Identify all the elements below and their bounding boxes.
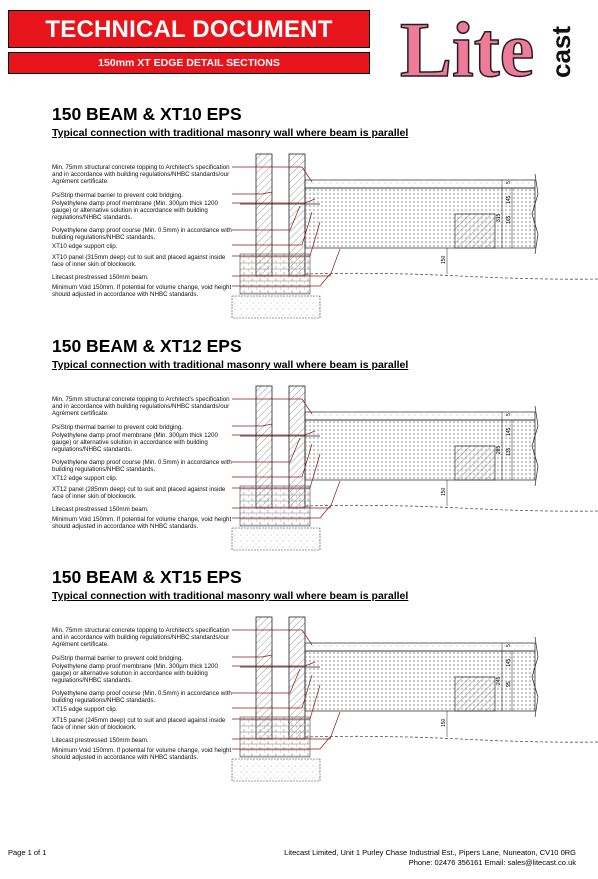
dimension-label: 285 xyxy=(496,445,502,454)
callout-label: PsiStrip thermal barrier to prevent cold bridging. xyxy=(52,424,184,431)
dimension-label: 135 xyxy=(506,447,512,456)
detail-section-xt15 xyxy=(0,567,598,782)
dimension-label: 145 xyxy=(506,658,512,667)
dimension-label: 95 xyxy=(506,681,512,687)
company-address: Litecast Limited, Unit 1 Purley Chase Industrial Est., Pipers Lane, Nuneaton, CV10 0RG xyxy=(284,848,576,857)
dimension-label: 150 xyxy=(441,487,447,496)
callout-label: XT15 edge support clip. xyxy=(52,706,118,713)
callout-label: Litecast prestressed 150mm beam. xyxy=(52,506,149,513)
callout-label: Polyethylene damp proof course (Min. 0.5mm) in accordance with building regulations/NHBC standards. xyxy=(52,459,232,473)
dimension-label: 150 xyxy=(441,255,447,264)
document-title: TECHNICAL DOCUMENT xyxy=(8,10,370,48)
litecast-logo xyxy=(398,6,578,82)
detail-section-xt10 xyxy=(0,104,598,319)
callout-label: Min. 75mm structural concrete topping to Architect's specification and in accordance with building regulations/NHBC standards/our Agrément certificate. xyxy=(52,164,230,185)
section-subtitle: Typical connection with traditional masonry wall where beam is parallel xyxy=(52,127,409,139)
callout-label: Polyethylene damp proof membrane (Min. 300µm thick 1200 gauge) or alternative solution in accordance with building regulations/NHBC standards. xyxy=(52,432,218,453)
dimension-label: 245 xyxy=(496,676,502,685)
callout-label: Polyethylene damp proof membrane (Min. 300µm thick 1200 gauge) or alternative solution in accordance with building regulations/NHBC standards. xyxy=(52,200,218,221)
company-phone-email: Phone: 02476 356161 Email: sales@litecast.co.uk xyxy=(408,858,576,867)
dimension-label: 315 xyxy=(496,213,502,222)
callout-label: Minimum Void 150mm. If potential for volume change, void height should adjusted in accordance with NHBC standards. xyxy=(52,747,232,761)
section-title: 150 BEAM & XT15 EPS xyxy=(52,567,242,587)
logo-cast-text: cast xyxy=(546,25,576,78)
callout-label: PsiStrip thermal barrier to prevent cold bridging. xyxy=(52,192,184,199)
dimension-label: 150 xyxy=(441,718,447,727)
dimension-label: 165 xyxy=(506,215,512,224)
dimension-label: 5 xyxy=(506,181,512,184)
callout-label: Min. 75mm structural concrete topping to Architect's specification and in accordance with building regulations/NHBC standards/our Agrément certificate. xyxy=(52,396,230,417)
section-title: 150 BEAM & XT12 EPS xyxy=(52,336,242,356)
cross-section-drawing xyxy=(0,104,598,319)
section-subtitle: Typical connection with traditional masonry wall where beam is parallel xyxy=(52,590,409,602)
page-number: Page 1 of 1 xyxy=(8,848,47,857)
callout-label: Minimum Void 150mm. If potential for volume change, void height should adjusted in accordance with NHBC standards. xyxy=(52,516,232,530)
callout-label: XT15 panel (245mm deep) cut to suit and placed against inside face of inner skin of blockwork. xyxy=(52,717,226,731)
logo-lite-text: Lite xyxy=(400,6,535,82)
callout-label: Polyethylene damp proof membrane (Min. 300µm thick 1200 gauge) or alternative solution in accordance with building regulations/NHBC standards. xyxy=(52,663,218,684)
section-title: 150 BEAM & XT10 EPS xyxy=(52,104,242,124)
dimension-label: 145 xyxy=(506,427,512,436)
callout-label: Minimum Void 150mm. If potential for volume change, void height should adjusted in accordance with NHBC standards. xyxy=(52,284,232,298)
callout-label: Polyethylene damp proof course (Min. 0.5mm) in accordance with building regulations/NHBC standards. xyxy=(52,227,232,241)
document-subtitle: 150mm XT EDGE DETAIL SECTIONS xyxy=(8,52,370,74)
callout-label: XT10 panel (315mm deep) cut to suit and placed against inside face of inner skin of blockwork. xyxy=(52,254,226,268)
callout-label: XT12 edge support clip. xyxy=(52,475,118,482)
dimension-label: 5 xyxy=(506,644,512,647)
callout-label: Min. 75mm structural concrete topping to Architect's specification and in accordance with building regulations/NHBC standards/our Agrément certificate. xyxy=(52,627,230,648)
callout-label: Litecast prestressed 150mm beam. xyxy=(52,274,149,281)
cross-section-drawing xyxy=(0,567,598,782)
cross-section-drawing xyxy=(0,336,598,551)
dimension-label: 145 xyxy=(506,195,512,204)
callout-label: Litecast prestressed 150mm beam. xyxy=(52,737,149,744)
dimension-label: 5 xyxy=(506,413,512,416)
callout-label: XT12 panel (285mm deep) cut to suit and placed against inside face of inner skin of blockwork. xyxy=(52,486,226,500)
callout-label: XT10 edge support clip. xyxy=(52,243,118,250)
detail-section-xt12 xyxy=(0,336,598,551)
callout-label: PsiStrip thermal barrier to prevent cold bridging. xyxy=(52,655,184,662)
callout-label: Polyethylene damp proof course (Min. 0.5mm) in accordance with building regulations/NHBC standards. xyxy=(52,690,232,704)
company-contact-block xyxy=(284,848,576,868)
section-subtitle: Typical connection with traditional masonry wall where beam is parallel xyxy=(52,359,409,371)
